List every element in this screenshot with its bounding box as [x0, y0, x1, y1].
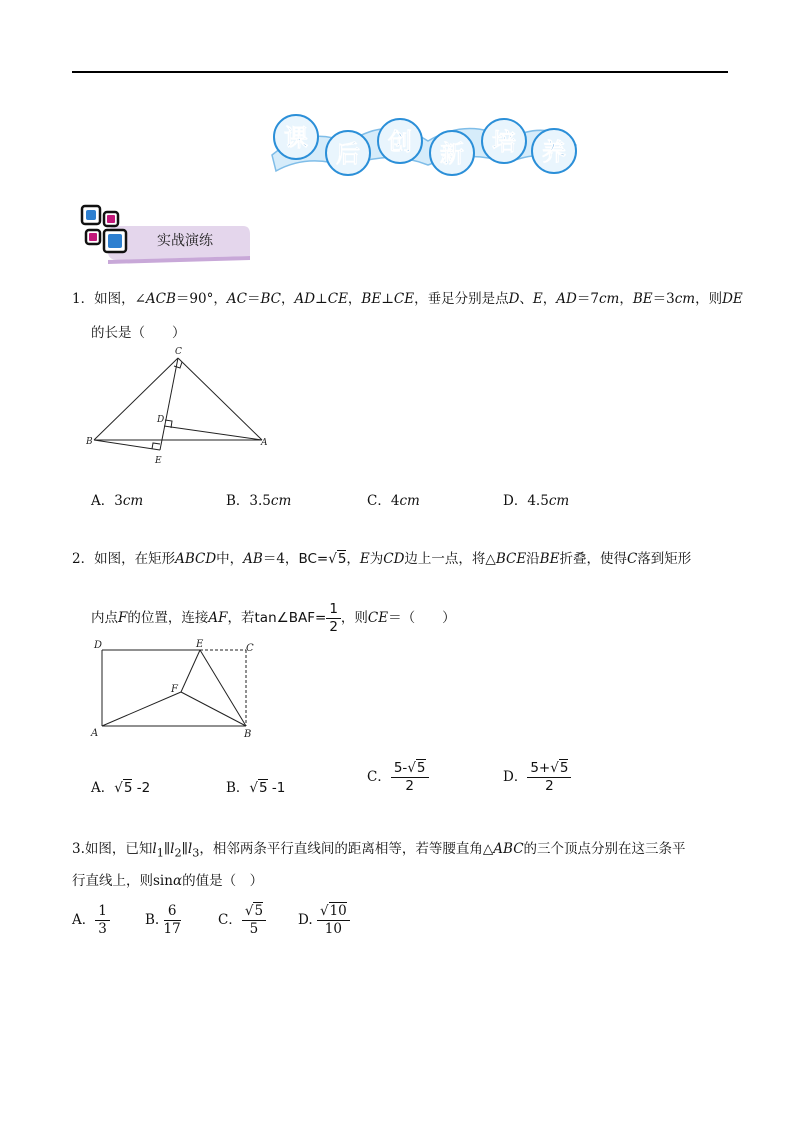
- q1-line-1: 1．如图，∠ACB＝90°，AC＝BC，AD⊥CE，BE⊥CE，垂足分别是点D、E，AD＝7cm，BE＝3cm，则DE: [72, 291, 743, 307]
- q2-option-d[interactable]: D． $\frac{5+√5}{2}$: [503, 756, 571, 798]
- q1-option-b[interactable]: B．3.5cm: [226, 493, 292, 509]
- banner-after-class-practice: [268, 105, 580, 185]
- top-rule: [72, 71, 728, 73]
- q1-label-b: B: [86, 437, 93, 447]
- q2-label-d: D: [94, 640, 103, 651]
- q3-line-2: 行直线上，则sinα的值是（ ）: [72, 873, 264, 889]
- banner-bubble-6: [532, 129, 576, 173]
- banner-char-2: 后: [336, 140, 360, 168]
- q1-figure: [86, 344, 276, 468]
- banner-char-1: 课: [284, 124, 308, 152]
- q2-label-f: F: [171, 684, 178, 695]
- q2-line-1: 2．如图，在矩形ABCD中，AB＝4，BC=√5，E为CD边上一点，将△BCE沿BE折叠，使得C落到矩形: [72, 551, 692, 567]
- banner-bubble-2: [326, 131, 370, 175]
- section-icon-squares: [82, 206, 126, 252]
- q3-option-a[interactable]: A． $\frac{1}{3}$: [72, 902, 110, 938]
- q2-figure: [88, 636, 263, 744]
- q1-label-e: E: [155, 456, 162, 466]
- q2-line-2: 内点F的位置，连接AF，若tan∠BAF= $\frac{1}{2}$ ，则CE＝（ ）: [91, 601, 456, 635]
- q1-option-c[interactable]: C．4cm: [367, 493, 420, 509]
- banner-bubble-4: [430, 131, 474, 175]
- banner-char-3: 创: [388, 128, 412, 156]
- banner-char-4: 新: [440, 140, 464, 168]
- q2-option-c[interactable]: C． $\frac{5-√5}{2}$: [367, 756, 429, 798]
- q3-line-1: 3.如图，已知$l_1\parallel l_2\parallel l_3$，相邻两条平行直线间的距离相等，若等腰直角△ABC的三个顶点分别在这三条平: [72, 841, 686, 860]
- banner-char-6: 养: [542, 138, 566, 166]
- q3-option-c[interactable]: C． $\frac{√5}{5}$: [218, 902, 266, 938]
- banner-bubble-1: [274, 115, 318, 159]
- q1-label-d: D: [157, 415, 165, 425]
- banner-bubble-3: [378, 119, 422, 163]
- q1-label-c: C: [175, 347, 182, 357]
- q3-option-d[interactable]: D. $\frac{√10}{10}$: [298, 902, 350, 938]
- q2-label-c: C: [246, 643, 254, 654]
- q3-option-b[interactable]: B. $\frac{6}{17}$: [145, 903, 181, 937]
- q2-label-b: B: [244, 729, 252, 740]
- q1-option-a[interactable]: A．3cm: [91, 493, 144, 509]
- q1-option-d[interactable]: D．4.5cm: [503, 493, 570, 509]
- q2-label-a: A: [91, 728, 99, 739]
- q2-option-b[interactable]: B．√5 -1: [226, 780, 286, 796]
- banner-char-5: 培: [492, 128, 516, 156]
- q1-label-a: A: [261, 438, 268, 448]
- q2-label-e: E: [196, 639, 204, 650]
- q1-line-2: 的长是（ ）: [91, 325, 186, 341]
- banner-bubble-5: [482, 119, 526, 163]
- section-title: 实战演练: [157, 233, 213, 249]
- q2-option-a[interactable]: A．√5 -2: [91, 780, 151, 796]
